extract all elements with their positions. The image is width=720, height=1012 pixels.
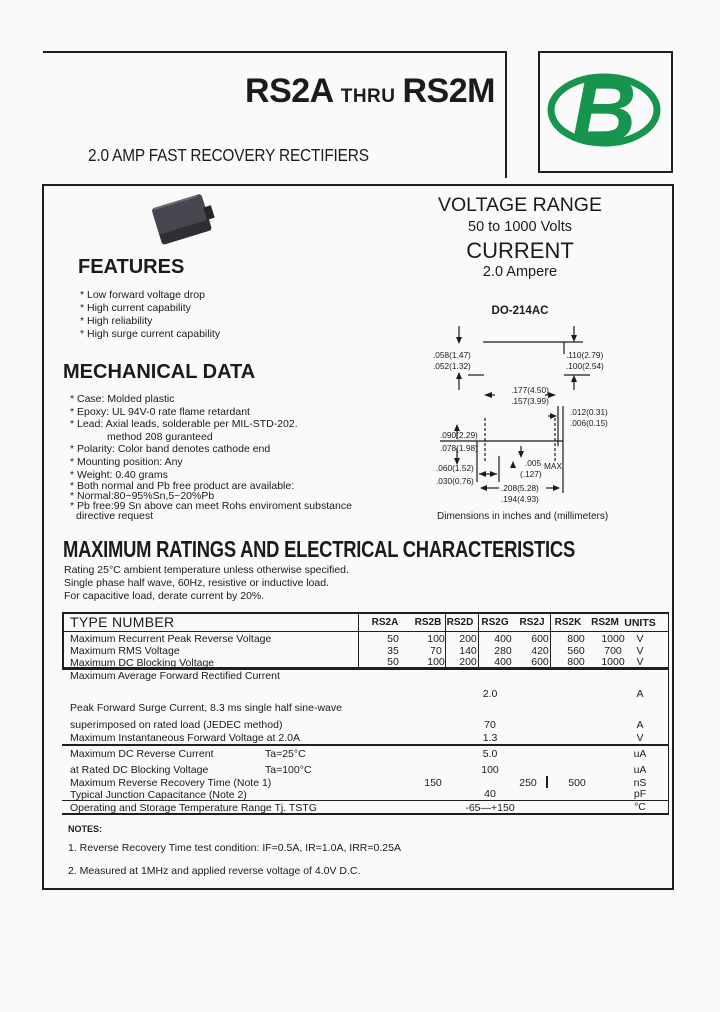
table-cell-unit: V [636, 732, 644, 744]
header-rule [43, 51, 505, 53]
table-cell-unit: A [636, 719, 644, 731]
page-title [160, 72, 580, 111]
mech-data-item: * Weight: 0.40 grams [70, 469, 168, 481]
logo-box [538, 51, 673, 173]
table-cell: 500 [568, 777, 586, 789]
table-row-param: Maximum Average Forward Rectified Current [70, 670, 280, 682]
type-column-header: RS2A [371, 617, 399, 628]
dim-standoff-mm: (.127) [520, 469, 542, 479]
page-subtitle: 2.0 AMP FAST RECOVERY RECTIFIERS [88, 145, 369, 165]
table-cell-unit: uA [633, 764, 647, 776]
rating-condition-line: For capacitive load, derate current by 20%. [64, 590, 265, 602]
mech-data-item: * Both normal and Pb free product are available: [70, 480, 295, 492]
table-cell: 70 [430, 645, 442, 657]
table-cell-unit: V [636, 645, 644, 657]
rating-condition-line: Rating 25°C ambient temperature unless otherwise specified. [64, 564, 349, 576]
dim-body-length-max: .177(4.50) [511, 385, 549, 395]
brand-logo-icon [540, 53, 671, 171]
table-rule [668, 612, 670, 815]
table-cell-unit: pF [633, 788, 647, 800]
table-row-condition: Ta=100°C [265, 764, 312, 776]
header-rule-vertical [505, 51, 507, 178]
table-cell: 35 [387, 645, 399, 657]
table-row-param: Operating and Storage Temperature Range Tj. TSTG [70, 802, 317, 814]
table-row-param: Peak Forward Surge Current, 8.3 ms single half sine-wave [70, 702, 342, 714]
table-cell: 400 [494, 633, 512, 645]
table-cell: 420 [531, 645, 549, 657]
table-cell: 200 [459, 656, 477, 668]
table-cell: 560 [567, 645, 585, 657]
table-cell: -65—+150 [465, 802, 515, 814]
feature-item: * High current capability [80, 302, 191, 314]
type-column-header: RS2J [519, 617, 545, 628]
table-rule [358, 612, 359, 667]
table-cell: 50 [387, 633, 399, 645]
title-part-number-start: RS2A [245, 72, 334, 110]
type-column-header: RS2K [554, 617, 582, 628]
table-row-param: Maximum DC Reverse Current [70, 748, 214, 760]
mech-data-item: directive request [76, 510, 154, 522]
table-cell: 1000 [601, 656, 625, 668]
table-cell: 100 [427, 656, 445, 668]
dim-lead-thickness-max: .012(0.31) [570, 407, 608, 417]
dim-width-min: .100(2.54) [566, 361, 604, 371]
dim-lead-length-min: .030(0.76) [436, 476, 474, 486]
features-heading: FEATURES [78, 256, 185, 278]
table-rule [62, 744, 669, 746]
table-row-condition: Ta=25°C [265, 748, 306, 760]
mech-data-item: * Lead: Axial leads, solderable per MIL-STD-202. [70, 418, 298, 430]
table-cell: 280 [494, 645, 512, 657]
table-row-param: at Rated DC Blocking Voltage [70, 764, 209, 776]
table-row-param: Maximum DC Blocking Voltage [70, 657, 215, 669]
logo-letter: B [571, 61, 637, 161]
table-cell-unit: A [636, 688, 644, 700]
table-cell-unit: V [636, 656, 644, 668]
package-photo [140, 188, 226, 252]
package-name-label: DO-214AC [491, 305, 549, 317]
note-line: 1. Reverse Recovery Time test condition: IF=0.5A, IR=1.0A, IRR=0.25A [68, 842, 401, 854]
table-rule [62, 631, 669, 632]
table-cell: 600 [531, 656, 549, 668]
dim-body-thickness-max: .090(2.29) [440, 430, 478, 440]
table-cell: 800 [567, 656, 585, 668]
table-cell: 140 [459, 645, 477, 657]
table-cell-unit: V [636, 633, 644, 645]
mechanical-data-heading: MECHANICAL DATA [63, 361, 256, 383]
note-line: 2. Measured at 1MHz and applied reverse voltage of 4.0V D.C. [68, 865, 361, 877]
table-cell: 150 [424, 777, 442, 789]
table-cell: 100 [481, 764, 499, 776]
table-cell: 100 [427, 633, 445, 645]
title-part-number-end: RS2M [402, 72, 495, 110]
table-cell: 200 [459, 633, 477, 645]
type-column-header: RS2G [481, 617, 509, 628]
feature-item: * High surge current capability [80, 328, 221, 340]
units-column-header: UNITS [624, 617, 656, 629]
mech-data-item: * Mounting position: Any [70, 456, 183, 468]
dim-width-max: .110(2.79) [566, 350, 604, 360]
mech-data-item: * Case: Molded plastic [70, 393, 175, 405]
rating-condition-line: Single phase half wave, 60Hz, resistive or inductive load. [64, 577, 329, 589]
voltage-range-label: VOLTAGE RANGE [438, 194, 602, 216]
table-cell: 250 [519, 777, 537, 789]
ratings-table [62, 612, 669, 815]
mech-data-item: * Polarity: Color band denotes cathode end [70, 443, 271, 455]
drawing-caption: Dimensions in inches and (millimeters) [437, 511, 609, 522]
dim-body-length-min: .157(3.99) [511, 396, 549, 406]
table-row-param: superimposed on rated load (JEDEC method) [70, 719, 283, 731]
type-column-header: RS2D [446, 617, 474, 628]
table-cell: 50 [387, 656, 399, 668]
dim-standoff-max-label: MAX. [544, 461, 565, 471]
table-cell-unit: nS [633, 777, 647, 789]
mech-data-item: * Epoxy: UL 94V-0 rate flame retardant [70, 406, 250, 418]
table-cell: 1000 [601, 633, 625, 645]
dim-lead-length-max: .060(1.52) [436, 463, 474, 473]
table-cell-unit: uA [633, 748, 647, 760]
dim-height-max: .058(1.47) [433, 350, 471, 360]
table-cell: 70 [484, 719, 496, 731]
table-cell: 800 [567, 633, 585, 645]
current-label: CURRENT [466, 238, 574, 263]
dim-height-min: .052(1.32) [433, 361, 471, 371]
dim-standoff-inches: .005 [525, 458, 542, 468]
table-row-param: Maximum Recurrent Peak Reverse Voltage [70, 633, 272, 645]
notes-heading: NOTES: [68, 824, 103, 834]
table-rule [62, 612, 64, 669]
table-cell: 600 [531, 633, 549, 645]
table-cell: 1.3 [482, 732, 498, 744]
table-cell-unit: °C [634, 801, 646, 813]
feature-item: * Low forward voltage drop [80, 289, 205, 301]
table-cell: 40 [484, 788, 496, 800]
dim-overall-length-min: .194(4.93) [501, 494, 539, 504]
voltage-range-value: 50 to 1000 Volts [468, 219, 572, 235]
mech-data-item: method 208 guranteed [107, 431, 213, 443]
table-row-param: Maximum Instantaneous Forward Voltage at 2.0A [70, 732, 300, 744]
mech-data-item: * Normal:80~95%Sn,5~20%Pb [70, 490, 215, 502]
current-value: 2.0 Ampere [482, 264, 558, 280]
table-corner-header: TYPE NUMBER [70, 614, 175, 630]
table-cell: 5.0 [482, 748, 498, 760]
dim-body-thickness-min: .078(1.98) [440, 443, 478, 453]
type-column-header: RS2B [414, 617, 442, 628]
package-outline-drawing [400, 298, 700, 526]
dim-overall-length-max: .208(5.28) [501, 483, 539, 493]
table-cell: 2.0 [482, 688, 498, 700]
table-cell: 400 [494, 656, 512, 668]
feature-item: * High reliability [80, 315, 153, 327]
title-thru-label: THRU [340, 86, 396, 107]
table-row-param: Maximum RMS Voltage [70, 645, 180, 657]
table-row-param: Maximum Reverse Recovery Time (Note 1) [70, 777, 272, 789]
ratings-heading: MAXIMUM RATINGS AND ELECTRICAL CHARACTERISTICS [63, 536, 575, 562]
table-row-param: Typical Junction Capacitance (Note 2) [70, 789, 247, 801]
type-column-header: RS2M [591, 617, 619, 628]
mech-data-item: * Pb free:99 Sn above can meet Rohs enviroment substance [70, 500, 352, 512]
table-cell: 700 [604, 645, 622, 657]
dim-lead-thickness-min: .006(0.15) [570, 418, 608, 428]
